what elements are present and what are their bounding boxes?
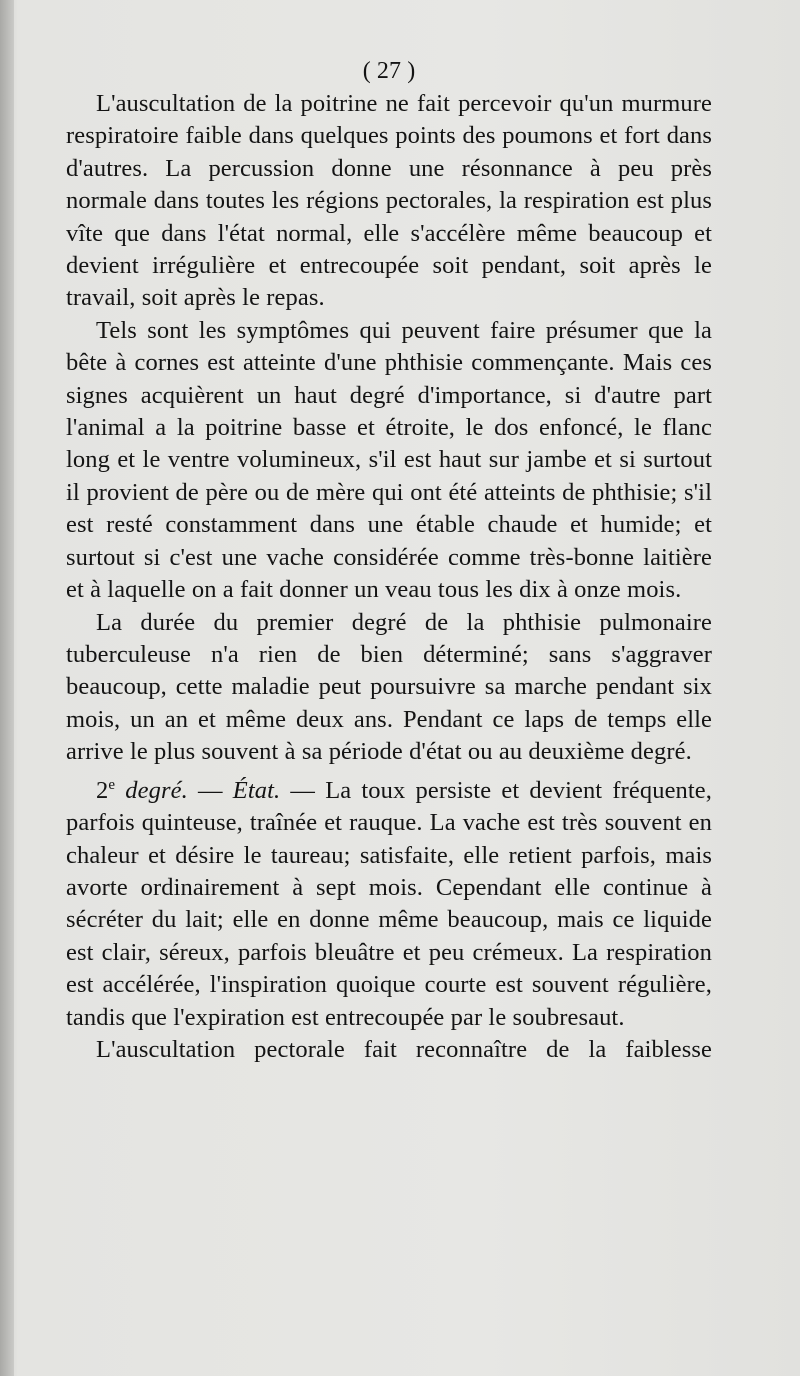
- paragraph-second-degree: [66, 769, 712, 1034]
- section-heading-dash-1: —: [187, 776, 233, 804]
- page-number: ( 27 ): [362, 58, 416, 84]
- section-heading-superscript: e: [108, 776, 116, 793]
- section-heading-state: État.: [232, 776, 281, 804]
- section-heading-number: 2: [96, 776, 109, 804]
- paragraph-symptoms: Tels sont les symptômes qui peuvent faire présumer que la bête à cornes est atteinte d'une phthisie commençante. Mais ces signes acquièrent un haut degré d'importance, si d'autre part l'animal a la poitrine basse et étroite, le dos enfoncé, le flanc long et le ventre volumineux, s'il est haut sur jambe et si surtout il provient de père ou de mère qui ont été atteints de phthisie; s'il est resté constamment dans une étable chaude et humide; et surtout si c'est une vache considérée comme très-bonne laitière et à laquelle on a fait donner un veau tous les dix à onze mois.: [66, 316, 712, 604]
- section-heading-degree: degré.: [115, 776, 188, 804]
- section-heading-dash-2: —: [280, 776, 326, 804]
- paragraph-auscultation: L'auscultation de la poitrine ne fait percevoir qu'un murmure respiratoire faible dans quelques points des poumons et fort dans d'autres. La percussion donne une résonnance à peu près normale dans toutes les régions pectorales, la respiration est plus vîte que dans l'état normal, elle s'accélère même beaucoup et devient irrégulière et entrecoupée soit pendant, soit après le travail, soit après le repas.: [66, 90, 712, 312]
- page-text-block: [66, 54, 712, 1066]
- paragraph-first-degree-duration: La durée du premier degré de la phthisie pulmonaire tuberculeuse n'a rien de bien déterminé; sans s'aggraver beaucoup, cette maladie peut poursuivre sa marche pendant six mois, un an et même deux ans. Pendant ce laps de temps elle arrive le plus souvent à sa période d'état ou au deuxième degré.: [66, 608, 712, 766]
- paragraph-pectoral-auscultation: L'auscultation pectorale fait reconnaître de la faiblesse: [96, 1035, 712, 1063]
- second-degree-body-text: La toux persiste et devient fréquente, parfois quinteuse, traînée et rauque. La vache est très souvent en chaleur et désire le taureau; satisfaite, elle retient parfois, mais avorte ordinairement à sept mois. Cependant elle continue à sécréter du lait; elle en donne même beaucoup, mais ce liquide est clair, séreux, parfois bleuâtre et peu crémeux. La respiration est accélérée, l'inspiration quoique courte est souvent régulière, tandis que l'expiration est entrecoupée par le soubresaut.: [66, 776, 712, 1031]
- page-edge-shadow: [0, 0, 14, 1376]
